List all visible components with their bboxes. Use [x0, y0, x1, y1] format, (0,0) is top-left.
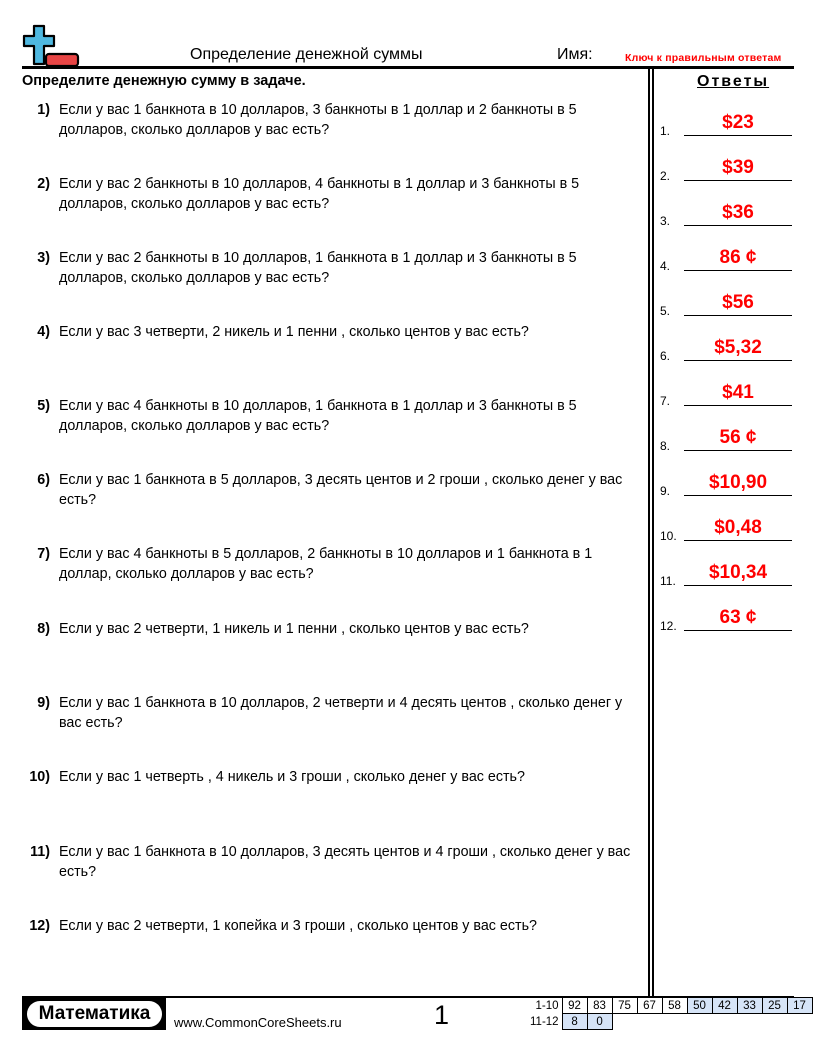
site-url: www.CommonCoreSheets.ru: [174, 1015, 342, 1030]
answer-4: [660, 243, 792, 273]
answer-number: 1.: [660, 124, 671, 138]
question-text: Если у вас 1 банкнота в 5 долларов, 3 десять центов и 2 гроши , сколько денег у вас есть?: [59, 472, 623, 508]
name-label: Имя:: [557, 46, 593, 63]
answer-line: [684, 630, 792, 632]
answer-number: 2.: [660, 169, 671, 183]
question-text: Если у вас 2 банкноты в 10 долларов, 1 банкнота в 1 доллар и 3 банкноты в 5 долларов, сколько долларов у вас есть?: [59, 250, 577, 286]
answer-value: $23: [722, 112, 754, 133]
answer-number: 11.: [660, 574, 676, 588]
answer-line: [684, 495, 792, 497]
answer-key-label: Ключ к правильным ответам: [625, 52, 782, 64]
answer-value: $36: [722, 202, 754, 223]
question-8: [22, 619, 642, 639]
question-10: [22, 767, 642, 787]
page-number: 1: [434, 1000, 450, 1030]
answer-number: 4.: [660, 259, 671, 273]
answer-number: 12.: [660, 619, 677, 633]
answer-value: $56: [722, 292, 754, 313]
question-number: 11): [30, 844, 50, 860]
answer-line: [684, 450, 792, 452]
answer-value: $10,90: [708, 472, 768, 493]
score-cell: 58: [662, 998, 687, 1014]
answer-line: [684, 315, 792, 317]
answer-number: 10.: [660, 529, 677, 543]
plus-minus-logo-icon: [22, 24, 80, 68]
question-text: Если у вас 1 банкнота в 10 долларов, 3 десять центов и 4 гроши , сколько денег у вас есть?: [59, 844, 631, 880]
question-4: [22, 322, 642, 342]
answer-value: $39: [722, 157, 754, 178]
question-1: [22, 100, 642, 140]
answer-value: 86 ¢: [719, 247, 757, 268]
score-cell: 67: [637, 998, 662, 1014]
score-cell: 17: [787, 998, 812, 1014]
score-row-label: 1-10: [535, 999, 559, 1012]
score-row: [528, 1014, 812, 1030]
question-text: Если у вас 4 банкноты в 5 долларов, 2 банкноты в 10 долларов и 1 банкнота в 1 доллар, сколько долларов у вас есть?: [59, 546, 593, 582]
answer-value: $5,32: [714, 337, 762, 358]
question-5: [22, 396, 642, 436]
answer-line: [684, 225, 792, 227]
answer-number: 6.: [660, 349, 671, 363]
worksheet-title: Определение денежной суммы: [190, 46, 423, 63]
answer-line: [684, 540, 792, 542]
answer-6: [660, 333, 792, 363]
answer-line: [684, 405, 792, 407]
answer-line: [684, 135, 792, 137]
answer-5: [660, 288, 792, 318]
score-cell: 0: [587, 1014, 612, 1030]
question-number: 6): [37, 472, 50, 488]
answer-3: [660, 198, 792, 228]
answer-number: 9.: [660, 484, 671, 498]
question-number: 12): [29, 918, 50, 934]
answer-9: [660, 468, 792, 498]
score-cell: 33: [737, 998, 762, 1014]
question-2: [22, 174, 642, 214]
question-number: 1): [37, 102, 50, 118]
question-number: 10): [29, 769, 50, 785]
question-text: Если у вас 3 четверти, 2 никель и 1 пенни , сколько центов у вас есть?: [59, 324, 529, 340]
answer-number: 7.: [660, 394, 671, 408]
score-cell: 50: [687, 998, 712, 1014]
answer-value: $41: [722, 382, 754, 403]
question-text: Если у вас 1 банкнота в 10 долларов, 3 банкноты в 1 доллар и 2 банкноты в 5 долларов, сколько долларов у вас есть?: [59, 102, 577, 138]
answer-2: [660, 153, 792, 183]
question-3: [22, 248, 642, 288]
column-divider: [652, 69, 654, 997]
score-cell: 92: [562, 998, 587, 1014]
question-number: 5): [37, 398, 50, 414]
brand-label: Математика: [27, 1001, 162, 1027]
answer-value: 63 ¢: [719, 607, 757, 628]
question-number: 8): [37, 621, 50, 637]
answer-11: [660, 558, 792, 588]
brand-logo: [22, 998, 166, 1030]
question-text: Если у вас 1 четверть , 4 никель и 3 гроши , сколько денег у вас есть?: [59, 769, 525, 785]
answers-title: Ответы: [697, 73, 770, 90]
question-text: Если у вас 4 банкноты в 10 долларов, 1 банкнота в 1 доллар и 3 банкноты в 5 долларов, сколько долларов у вас есть?: [59, 398, 577, 434]
question-9: [22, 693, 642, 733]
answer-line: [684, 360, 792, 362]
score-row-label: 11-12: [530, 1015, 559, 1028]
answer-line: [684, 270, 792, 272]
answer-number: 5.: [660, 304, 671, 318]
column-divider: [648, 69, 650, 997]
score-row: [528, 998, 812, 1014]
question-number: 4): [37, 324, 50, 340]
question-number: 3): [37, 250, 50, 266]
answer-1: [660, 108, 792, 138]
question-text: Если у вас 2 четверти, 1 копейка и 3 гроши , сколько центов у вас есть?: [59, 918, 537, 934]
question-7: [22, 544, 642, 584]
answer-value: $10,34: [708, 562, 768, 583]
question-text: Если у вас 1 банкнота в 10 долларов, 2 четверти и 4 десять центов , сколько денег у вас есть?: [59, 695, 623, 731]
question-number: 7): [37, 546, 50, 562]
score-cell: 8: [562, 1014, 587, 1030]
answer-10: [660, 513, 792, 543]
score-cell: 75: [612, 998, 637, 1014]
answer-7: [660, 378, 792, 408]
answer-value: 56 ¢: [719, 427, 757, 448]
question-12: [22, 916, 642, 936]
answer-number: 3.: [660, 214, 671, 228]
question-11: [22, 842, 642, 882]
score-cell: 25: [762, 998, 787, 1014]
score-cell: 42: [712, 998, 737, 1014]
score-cell: 83: [587, 998, 612, 1014]
header-divider: [22, 66, 794, 69]
question-text: Если у вас 2 четверти, 1 никель и 1 пенни , сколько центов у вас есть?: [59, 621, 529, 637]
answer-12: [660, 603, 792, 633]
instructions: Определите денежную сумму в задаче.: [22, 73, 306, 89]
score-table: [528, 997, 813, 1030]
answer-number: 8.: [660, 439, 671, 453]
question-text: Если у вас 2 банкноты в 10 долларов, 4 банкноты в 1 доллар и 3 банкноты в 5 долларов, сколько долларов у вас есть?: [59, 176, 580, 212]
answer-line: [684, 180, 792, 182]
answer-value: $0,48: [714, 517, 762, 538]
answer-line: [684, 585, 792, 587]
answer-8: [660, 423, 792, 453]
question-number: 9): [37, 695, 50, 711]
question-number: 2): [37, 176, 50, 192]
question-6: [22, 470, 642, 510]
